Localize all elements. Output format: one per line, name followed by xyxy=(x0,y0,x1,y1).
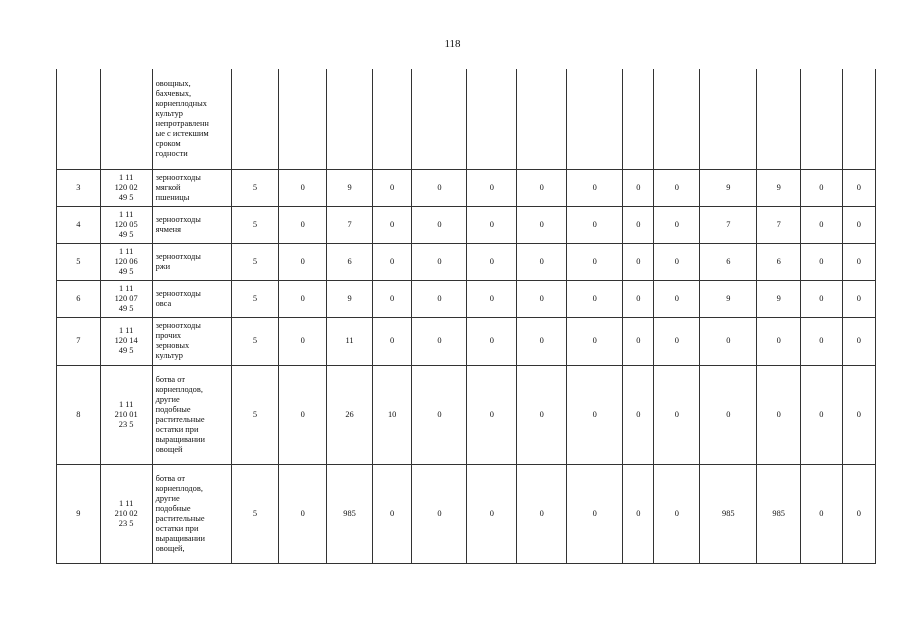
row-number-cell: 4 xyxy=(57,206,101,243)
cell-line: прочих xyxy=(155,331,182,340)
value-cell: 0 xyxy=(279,464,327,563)
cell-line: корнеплодов, xyxy=(155,483,203,493)
cell-line: другие xyxy=(155,394,180,404)
value-cell: 0 xyxy=(842,206,875,243)
value-cell: 985 xyxy=(327,464,373,563)
value-cell: 6 xyxy=(327,243,373,280)
cell-line: культур xyxy=(155,351,183,360)
value-cell: 0 xyxy=(467,365,517,464)
cell-line: мягкой xyxy=(155,182,181,192)
value-cell: 0 xyxy=(467,206,517,243)
waste-table-container xyxy=(56,69,876,567)
cell-line: 120 06 xyxy=(114,256,138,266)
empty-cell xyxy=(567,69,623,169)
cell-line: 1 11 xyxy=(118,283,134,293)
table-row xyxy=(57,317,876,365)
value-cell: 0 xyxy=(757,317,801,365)
waste-code-cell xyxy=(100,464,152,563)
cell-line: зерноотходы xyxy=(155,172,201,182)
value-cell: 985 xyxy=(757,464,801,563)
cell-line: 1 11 xyxy=(118,209,134,219)
waste-name-cell xyxy=(152,280,231,317)
value-cell: 0 xyxy=(654,169,700,206)
empty-cell xyxy=(279,69,327,169)
value-cell: 0 xyxy=(412,206,467,243)
row-number-cell: 9 xyxy=(57,464,101,563)
cell-line: выращивании xyxy=(155,533,206,543)
cell-line: зерноотходы xyxy=(155,214,201,224)
value-cell: 0 xyxy=(279,206,327,243)
empty-cell xyxy=(517,69,567,169)
empty-cell xyxy=(757,69,801,169)
cell-line: 1 11 xyxy=(118,498,134,508)
cell-line: зерновых xyxy=(155,341,190,350)
table-row xyxy=(57,169,876,206)
cell-line: бахчевых, xyxy=(155,88,192,98)
cell-line: выращивании xyxy=(155,434,206,444)
empty-cell xyxy=(467,69,517,169)
value-cell: 0 xyxy=(412,464,467,563)
waste-code-cell xyxy=(100,365,152,464)
value-cell: 0 xyxy=(467,280,517,317)
value-cell: 0 xyxy=(567,464,623,563)
cell-line: сроком xyxy=(155,138,181,148)
cell-line: 49 5 xyxy=(118,192,134,202)
cell-line: овса xyxy=(155,298,172,308)
cell-line: другие xyxy=(155,493,180,503)
cell-line: пшеницы xyxy=(155,192,190,202)
value-cell: 9 xyxy=(327,169,373,206)
empty-cell xyxy=(57,69,101,169)
value-cell: 0 xyxy=(279,280,327,317)
waste-code-cell xyxy=(100,206,152,243)
cell-line: 1 11 xyxy=(118,326,134,335)
value-cell: 7 xyxy=(757,206,801,243)
value-cell: 0 xyxy=(517,169,567,206)
value-cell: 0 xyxy=(567,206,623,243)
waste-name-cell xyxy=(152,243,231,280)
waste-code-cell xyxy=(100,280,152,317)
cell-line: 120 02 xyxy=(114,182,138,192)
value-cell: 0 xyxy=(372,280,411,317)
value-cell: 0 xyxy=(623,169,654,206)
value-cell: 0 xyxy=(801,280,843,317)
empty-cell xyxy=(327,69,373,169)
waste-table xyxy=(56,69,876,564)
value-cell: 0 xyxy=(517,280,567,317)
value-cell: 0 xyxy=(517,365,567,464)
empty-cell xyxy=(700,69,757,169)
value-cell: 0 xyxy=(842,464,875,563)
value-cell: 5 xyxy=(231,243,279,280)
value-cell: 7 xyxy=(700,206,757,243)
cell-line: 1 11 xyxy=(118,246,134,256)
value-cell: 0 xyxy=(801,464,843,563)
value-cell: 9 xyxy=(327,280,373,317)
value-cell: 0 xyxy=(372,243,411,280)
value-cell: 0 xyxy=(517,206,567,243)
value-cell: 0 xyxy=(654,464,700,563)
value-cell: 0 xyxy=(517,317,567,365)
empty-cell xyxy=(372,69,411,169)
value-cell: 0 xyxy=(623,365,654,464)
value-cell: 0 xyxy=(801,169,843,206)
page-number: 118 xyxy=(444,38,461,50)
table-row xyxy=(57,206,876,243)
value-cell: 0 xyxy=(842,243,875,280)
waste-name-cell xyxy=(152,464,231,563)
value-cell: 0 xyxy=(623,243,654,280)
value-cell: 0 xyxy=(654,206,700,243)
value-cell: 0 xyxy=(567,169,623,206)
cell-line: непротравленн xyxy=(155,118,209,128)
value-cell: 0 xyxy=(801,206,843,243)
value-cell: 0 xyxy=(279,169,327,206)
value-cell: 5 xyxy=(231,206,279,243)
value-cell: 10 xyxy=(372,365,411,464)
value-cell: 0 xyxy=(467,317,517,365)
table-body xyxy=(57,69,876,563)
value-cell: 0 xyxy=(372,464,411,563)
value-cell: 0 xyxy=(517,464,567,563)
cell-line: 49 5 xyxy=(118,303,134,313)
cell-line: ячменя xyxy=(155,224,182,234)
cell-line: ботва от xyxy=(155,473,185,483)
value-cell: 9 xyxy=(757,169,801,206)
cell-line: ржи xyxy=(155,261,171,271)
value-cell: 0 xyxy=(412,280,467,317)
value-cell: 0 xyxy=(467,169,517,206)
cell-line: ботва от xyxy=(155,374,185,384)
value-cell: 0 xyxy=(567,317,623,365)
empty-cell xyxy=(412,69,467,169)
waste-code-cell xyxy=(100,317,152,365)
empty-cell xyxy=(801,69,843,169)
name-cell xyxy=(152,69,231,169)
value-cell: 7 xyxy=(327,206,373,243)
empty-cell xyxy=(231,69,279,169)
value-cell: 9 xyxy=(757,280,801,317)
waste-code-cell xyxy=(100,243,152,280)
cell-line: овощных, xyxy=(155,78,191,88)
cell-line: подобные xyxy=(155,503,191,513)
value-cell: 0 xyxy=(842,365,875,464)
cell-line: корнеплодов, xyxy=(155,384,203,394)
empty-cell xyxy=(654,69,700,169)
value-cell: 0 xyxy=(623,206,654,243)
value-cell: 5 xyxy=(231,317,279,365)
cell-line: годности xyxy=(155,148,188,158)
cell-line: растительные xyxy=(155,414,205,424)
value-cell: 6 xyxy=(757,243,801,280)
value-cell: 0 xyxy=(567,365,623,464)
value-cell: 5 xyxy=(231,365,279,464)
value-cell: 0 xyxy=(842,317,875,365)
table-row-continuation xyxy=(57,69,876,169)
table-row xyxy=(57,365,876,464)
cell-line: 23 5 xyxy=(118,518,134,528)
value-cell: 0 xyxy=(801,365,843,464)
cell-line: подобные xyxy=(155,404,191,414)
cell-line: ые с истекшим xyxy=(155,128,209,138)
table-row xyxy=(57,280,876,317)
value-cell: 5 xyxy=(231,169,279,206)
value-cell: 6 xyxy=(700,243,757,280)
value-cell: 0 xyxy=(279,317,327,365)
value-cell: 0 xyxy=(700,317,757,365)
value-cell: 985 xyxy=(700,464,757,563)
value-cell: 0 xyxy=(279,365,327,464)
value-cell: 0 xyxy=(801,317,843,365)
value-cell: 9 xyxy=(700,280,757,317)
value-cell: 0 xyxy=(757,365,801,464)
value-cell: 0 xyxy=(654,317,700,365)
value-cell: 0 xyxy=(412,365,467,464)
value-cell: 0 xyxy=(842,280,875,317)
cell-line: зерноотходы xyxy=(155,251,201,261)
value-cell: 0 xyxy=(412,317,467,365)
value-cell: 0 xyxy=(372,169,411,206)
value-cell: 0 xyxy=(412,169,467,206)
value-cell: 0 xyxy=(654,280,700,317)
value-cell: 0 xyxy=(567,280,623,317)
cell-line: зерноотходы xyxy=(155,288,201,298)
cell-line: 49 5 xyxy=(118,346,134,355)
waste-name-cell xyxy=(152,317,231,365)
cell-line: 49 5 xyxy=(118,266,134,276)
value-cell: 0 xyxy=(623,317,654,365)
value-cell: 11 xyxy=(327,317,373,365)
cell-line: зерноотходы xyxy=(155,321,201,330)
waste-name-cell xyxy=(152,169,231,206)
value-cell: 0 xyxy=(467,464,517,563)
cell-line: 49 5 xyxy=(118,229,134,239)
value-cell: 0 xyxy=(623,464,654,563)
cell-line: корнеплодных xyxy=(155,98,207,108)
value-cell: 0 xyxy=(801,243,843,280)
cell-line: культур xyxy=(155,108,183,118)
empty-cell xyxy=(842,69,875,169)
value-cell: 0 xyxy=(654,365,700,464)
value-cell: 26 xyxy=(327,365,373,464)
cell-line: растительные xyxy=(155,513,205,523)
value-cell: 0 xyxy=(372,206,411,243)
cell-line: 210 02 xyxy=(114,508,138,518)
value-cell: 5 xyxy=(231,280,279,317)
row-number-cell: 6 xyxy=(57,280,101,317)
cell-line: 23 5 xyxy=(118,419,134,429)
value-cell: 0 xyxy=(842,169,875,206)
value-cell: 0 xyxy=(279,243,327,280)
value-cell: 0 xyxy=(372,317,411,365)
table-row xyxy=(57,243,876,280)
row-number-cell: 8 xyxy=(57,365,101,464)
cell-line: 120 14 xyxy=(114,336,138,345)
value-cell: 0 xyxy=(467,243,517,280)
value-cell: 0 xyxy=(623,280,654,317)
cell-line: 120 07 xyxy=(114,293,138,303)
cell-line: 120 05 xyxy=(114,219,138,229)
cell-line: 210 01 xyxy=(114,409,138,419)
cell-line: овощей, xyxy=(155,543,185,553)
value-cell: 9 xyxy=(700,169,757,206)
cell-line: остатки при xyxy=(155,424,199,434)
cell-line: 1 11 xyxy=(118,399,134,409)
row-number-cell: 7 xyxy=(57,317,101,365)
cell-line: овощей xyxy=(155,444,183,454)
value-cell: 0 xyxy=(567,243,623,280)
value-cell: 0 xyxy=(412,243,467,280)
empty-cell xyxy=(100,69,152,169)
value-cell: 5 xyxy=(231,464,279,563)
cell-line: 1 11 xyxy=(118,172,134,182)
waste-code-cell xyxy=(100,169,152,206)
table-row xyxy=(57,464,876,563)
row-number-cell: 5 xyxy=(57,243,101,280)
waste-name-cell xyxy=(152,365,231,464)
value-cell: 0 xyxy=(700,365,757,464)
row-number-cell: 3 xyxy=(57,169,101,206)
value-cell: 0 xyxy=(654,243,700,280)
empty-cell xyxy=(623,69,654,169)
value-cell: 0 xyxy=(517,243,567,280)
waste-name-cell xyxy=(152,206,231,243)
cell-line: остатки при xyxy=(155,523,199,533)
